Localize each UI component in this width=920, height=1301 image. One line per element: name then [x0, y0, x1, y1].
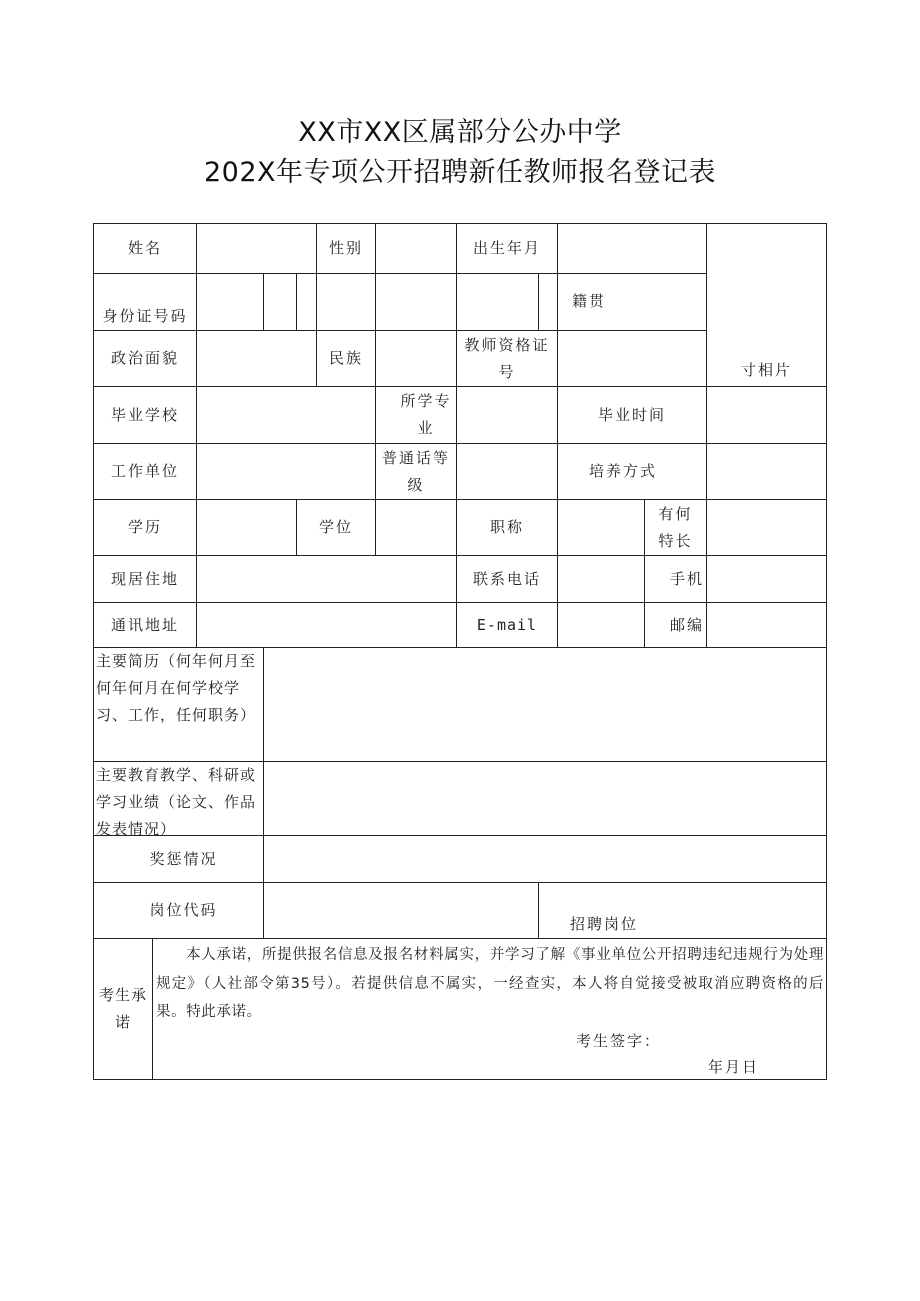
label-resume [96, 648, 263, 761]
label-school: 毕业学校 [110, 405, 179, 424]
mandarin-field[interactable] [457, 444, 557, 499]
teacher-cert-field[interactable] [558, 331, 706, 386]
label-pledge-line1: 考生承 [98, 986, 147, 1004]
label-political: 政治面貌 [110, 349, 179, 367]
pledge-text: 本人承诺，所提供报名信息及报名材料属实，并学习了解《事业单位公开招聘违纪违规行为处理规定》（人社部令第35号）。若提供信息不属实，一经查实，本人将自觉接受被取消应聘资格的后果。特此承诺。 [156, 947, 824, 1020]
school-field[interactable] [197, 387, 375, 443]
label-pledge [94, 939, 152, 1079]
label-mandarin-line2: 级 [407, 475, 425, 494]
label-birth: 出生年月 [472, 239, 541, 257]
work-unit-field[interactable] [197, 444, 375, 499]
post-code-field[interactable] [264, 883, 538, 938]
label-specialty-line2: 特长 [658, 531, 693, 550]
ethnicity-field[interactable] [376, 331, 456, 386]
education-field[interactable] [197, 500, 296, 555]
grad-time-field[interactable] [707, 387, 826, 443]
mobile-field[interactable] [707, 556, 826, 602]
label-ethnicity: 民族 [328, 349, 363, 367]
label-gender: 性别 [328, 239, 363, 257]
label-resume-line1: 主要简历（何年何月至 [96, 652, 257, 670]
resume-field[interactable] [264, 648, 826, 761]
label-post-code: 岗位代码 [149, 901, 218, 919]
label-education: 学历 [127, 518, 162, 536]
phone-field[interactable] [558, 556, 644, 602]
form-title-line2: 202X年专项公开招聘新任教师报名登记表 [203, 157, 717, 188]
label-grad-time: 毕业时间 [597, 405, 666, 424]
gender-field[interactable] [376, 224, 456, 273]
label-work-unit: 工作单位 [110, 462, 179, 480]
label-teacher-cert-line2: 号 [498, 362, 516, 381]
label-address: 通讯地址 [110, 615, 179, 634]
label-major-line2: 业 [417, 419, 435, 437]
label-major [376, 387, 456, 443]
label-residence: 现居住地 [110, 569, 179, 588]
form-title-line1: XX市XX区属部分公办中学 [298, 117, 622, 148]
label-major-line1: 所学专 [400, 392, 452, 410]
pledge-signature: 考生签字： [576, 1031, 662, 1050]
pledge-date: 年月日 [708, 1057, 760, 1076]
degree-field[interactable] [376, 500, 456, 555]
label-achievements [96, 762, 263, 838]
title-field[interactable] [558, 500, 644, 555]
post-field[interactable] [680, 883, 826, 938]
postcode-field[interactable] [707, 603, 826, 647]
label-achievements-line3: 发表情况） [96, 820, 177, 838]
address-field[interactable] [197, 603, 456, 647]
label-mobile: 手机 [669, 569, 704, 588]
email-field[interactable] [558, 603, 644, 647]
residence-field[interactable] [197, 556, 456, 602]
label-awards: 奖惩情况 [149, 849, 218, 868]
photo-slot[interactable] [707, 224, 826, 386]
label-resume-line2: 何年何月在何学校学 [96, 679, 241, 697]
birth-field[interactable] [558, 224, 706, 273]
label-native-place: 籍贯 [571, 291, 606, 310]
awards-field[interactable] [264, 836, 826, 882]
label-specialty-line1: 有何 [658, 504, 693, 523]
achievements-field[interactable] [264, 762, 826, 835]
training-field[interactable] [707, 444, 826, 499]
name-field[interactable] [197, 224, 316, 273]
label-id-number: 身份证号码 [102, 307, 188, 325]
id-number-field[interactable] [197, 274, 538, 330]
major-field[interactable] [457, 387, 557, 443]
label-postcode: 邮编 [669, 615, 704, 634]
label-specialty [645, 500, 706, 555]
label-post: 招聘岗位 [569, 915, 638, 933]
label-teacher-cert-line1: 教师资格证 [464, 335, 550, 354]
native-place-field[interactable] [558, 274, 706, 330]
label-training: 培养方式 [588, 462, 657, 480]
specialty-field[interactable] [707, 500, 826, 555]
political-field[interactable] [197, 331, 316, 386]
label-mandarin [376, 444, 456, 499]
label-achievements-line1: 主要教育教学、科研或 [96, 766, 257, 784]
label-resume-line3: 习、工作，任何职务） [96, 706, 257, 724]
label-photo: 寸相片 [740, 361, 792, 379]
label-mandarin-line1: 普通话等 [381, 448, 450, 467]
label-name: 姓名 [127, 239, 162, 257]
label-pledge-line2: 诺 [114, 1013, 131, 1031]
label-teacher-cert [457, 331, 557, 386]
label-achievements-line2: 学习业绩（论文、作品 [96, 793, 257, 811]
label-phone: 联系电话 [472, 569, 541, 588]
label-title: 职称 [489, 518, 524, 536]
label-email: E-mail [476, 615, 538, 634]
label-degree: 学位 [318, 518, 353, 536]
signature-field[interactable] [666, 1027, 816, 1055]
